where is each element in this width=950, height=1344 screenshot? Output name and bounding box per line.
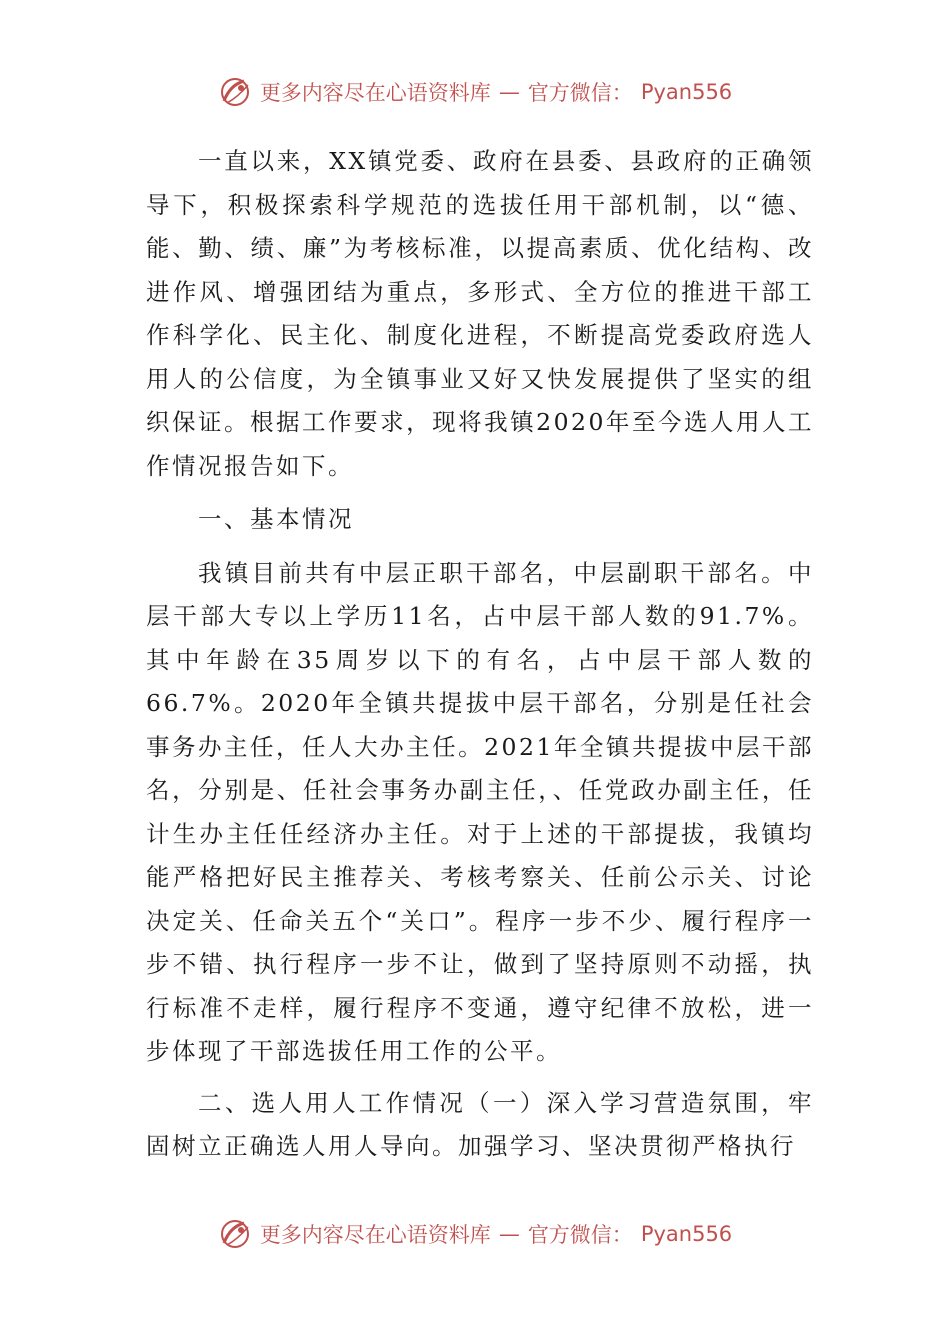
watermark-wechat-label: 官方微信： [527, 81, 633, 105]
brand-logo-icon [218, 75, 252, 109]
document-body [146, 140, 814, 1169]
watermark-separator: — [498, 1222, 520, 1246]
paragraph-basic-situation: 我镇目前共有中层正职干部名，中层副职干部名。中层干部大专以上学历11名，占中层干部人数的91.7%。其中年龄在35周岁以下的有名，占中层干部人数的66.7%。2020年全镇共提拔中层干部名，分别是任社会事务办主任，任人大办主任。2021年全镇共提拔中层干部名，分别是、任社会事务办副主任，、任党政办副主任，任计生办主任任经济办主任。对于上述的干部提拔，我镇均能严格把好民主推荐关、考核考察关、任前公示关、讨论决定关、任命关五个“关口”。程序一步不少、履行程序一步不错、执行程序一步不让，做到了坚持原则不动摇，执行标准不走样，履行程序不变通，遵守纪律不放松，进一步体现了干部选拔任用工作的公平。 [146, 558, 814, 1065]
watermark-wechat-id: Pyan556 [640, 1222, 733, 1246]
brand-logo-icon [218, 1217, 252, 1251]
watermark-slogan: 更多内容尽在心语资料库 [259, 1223, 491, 1247]
watermark-wechat-label: 官方微信： [527, 1223, 633, 1247]
watermark-separator: — [498, 80, 520, 104]
paragraph-selection-work: 二、选人用人工作情况（一）深入学习营造氛围，牢固树立正确选人用人导向。加强学习、坚决贯彻严格执行 [146, 1088, 814, 1160]
paragraph-intro: 一直以来，XX镇党委、政府在县委、县政府的正确领导下，积极探索科学规范的选拔任用干部机制，以“德、能、勤、绩、廉”为考核标准，以提高素质、优化结构、改进作风、增强团结为重点，多形式、全方位的推进干部工作科学化、民主化、制度化进程，不断提高党委政府选人用人的公信度，为全镇事业又好又快发展提供了坚实的组织保证。根据工作要求，现将我镇2020年至今选人用人工作情况报告如下。 [146, 147, 814, 480]
watermark-header [0, 72, 950, 112]
watermark-slogan: 更多内容尽在心语资料库 [259, 81, 491, 105]
watermark-wechat-id: Pyan556 [640, 80, 733, 104]
section-heading-basic-situation: 一、基本情况 [198, 505, 354, 533]
watermark-footer [0, 1214, 950, 1254]
